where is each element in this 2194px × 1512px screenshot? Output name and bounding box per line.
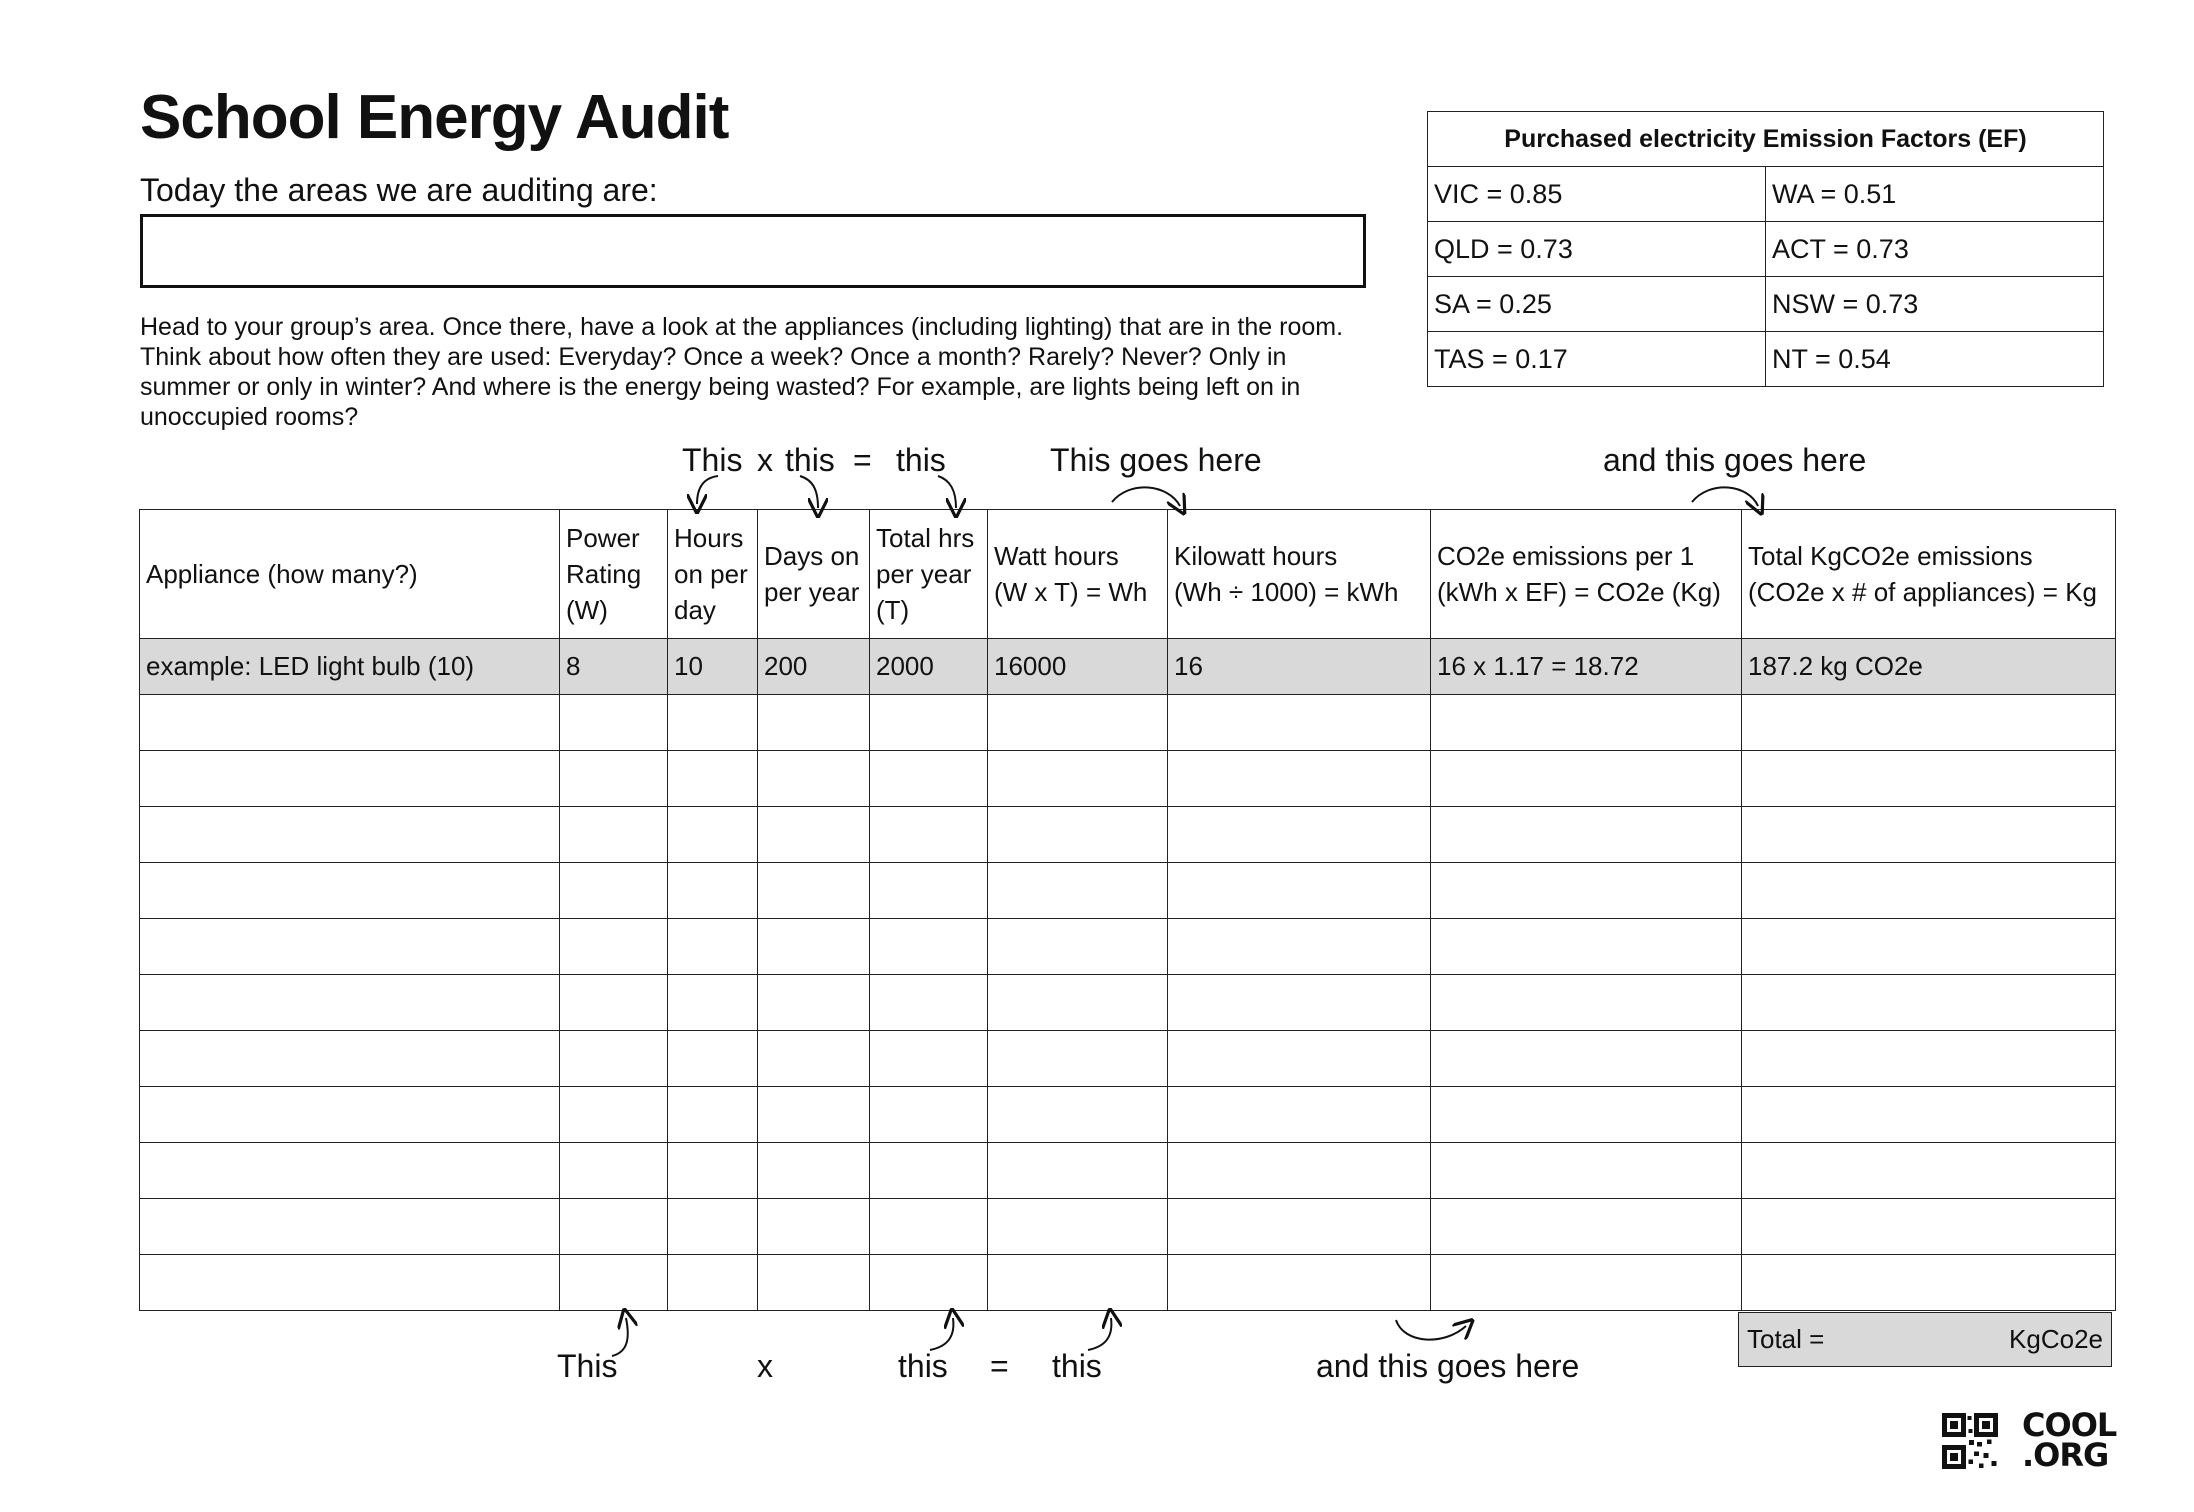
audit-cell[interactable] — [758, 919, 870, 975]
audit-cell[interactable] — [1742, 695, 2116, 751]
example-cell: 2000 — [870, 639, 988, 695]
audit-cell[interactable] — [1168, 695, 1431, 751]
header-co2e-per-1: CO2e emissions per 1 (kWh x EF) = CO2e (Kg) — [1431, 510, 1742, 639]
audit-cell[interactable] — [560, 1255, 668, 1311]
audit-cell[interactable] — [758, 751, 870, 807]
audit-area-label: Today the areas we are auditing are: — [140, 172, 658, 208]
total-label: Total = — [1747, 1324, 1825, 1354]
audit-cell[interactable] — [668, 751, 758, 807]
audit-cell[interactable] — [1168, 1031, 1431, 1087]
annotation-top-this3: this — [896, 442, 946, 478]
audit-cell[interactable] — [988, 863, 1168, 919]
header-kilowatt-hours: Kilowatt hours (Wh ÷ 1000) = kWh — [1168, 510, 1431, 639]
ef-cell: VIC = 0.85 — [1428, 167, 1766, 222]
audit-cell[interactable] — [140, 919, 560, 975]
audit-cell[interactable] — [870, 1143, 988, 1199]
audit-cell[interactable] — [1742, 1255, 2116, 1311]
audit-header-row — [140, 510, 2116, 639]
audit-cell[interactable] — [1431, 975, 1742, 1031]
arrow-top-this-icon — [697, 476, 718, 504]
audit-cell[interactable] — [988, 751, 1168, 807]
audit-cell[interactable] — [870, 807, 988, 863]
audit-row — [140, 751, 2116, 807]
audit-cell[interactable] — [668, 1143, 758, 1199]
audit-cell[interactable] — [560, 1087, 668, 1143]
audit-row — [140, 1087, 2116, 1143]
audit-cell[interactable] — [1168, 751, 1431, 807]
page-title: School Energy Audit — [140, 83, 729, 152]
header-days-per-year: Days on per year — [758, 510, 870, 639]
total-box[interactable] — [1738, 1312, 2112, 1367]
audit-cell[interactable] — [988, 1031, 1168, 1087]
audit-cell[interactable] — [560, 1199, 668, 1255]
example-cell: 187.2 kg CO2e — [1742, 639, 2116, 695]
audit-cell[interactable] — [668, 1087, 758, 1143]
audit-cell[interactable] — [560, 751, 668, 807]
audit-cell[interactable] — [668, 1031, 758, 1087]
ef-cell: TAS = 0.17 — [1428, 332, 1766, 387]
audit-cell[interactable] — [668, 1199, 758, 1255]
qr-code-icon — [1942, 1413, 1998, 1469]
audit-cell[interactable] — [758, 1031, 870, 1087]
audit-area-input[interactable] — [140, 214, 1366, 288]
audit-cell[interactable] — [988, 1255, 1168, 1311]
example-cell: 200 — [758, 639, 870, 695]
header-total-co2e: Total KgCO2e emissions (CO2e x # of appliances) = Kg — [1742, 510, 2116, 639]
audit-cell[interactable] — [1168, 863, 1431, 919]
audit-cell[interactable] — [1431, 1031, 1742, 1087]
audit-cell[interactable] — [758, 863, 870, 919]
logo-line-2: .ORG — [2022, 1436, 2109, 1474]
audit-cell[interactable] — [560, 863, 668, 919]
example-cell: 8 — [560, 639, 668, 695]
audit-cell[interactable] — [140, 1199, 560, 1255]
audit-row — [140, 695, 2116, 751]
audit-cell[interactable] — [1168, 1143, 1431, 1199]
audit-cell[interactable] — [988, 975, 1168, 1031]
audit-cell[interactable] — [758, 1199, 870, 1255]
audit-cell[interactable] — [1431, 695, 1742, 751]
ef-cell: NT = 0.54 — [1766, 332, 2104, 387]
audit-cell[interactable] — [870, 751, 988, 807]
arrow-top-goes-here-icon — [1112, 487, 1180, 506]
header-power-rating: Power Rating (W) — [560, 510, 668, 639]
audit-cell[interactable] — [140, 1255, 560, 1311]
audit-row — [140, 919, 2116, 975]
header-watt-hours: Watt hours (W x T) = Wh — [988, 510, 1168, 639]
example-cell: 10 — [668, 639, 758, 695]
header-total-hours: Total hrs per year (T) — [870, 510, 988, 639]
example-cell: 16000 — [988, 639, 1168, 695]
arrow-top-this2-icon — [800, 476, 818, 508]
audit-cell[interactable] — [988, 695, 1168, 751]
audit-cell[interactable] — [870, 975, 988, 1031]
annotation-bottom-equals: = — [990, 1348, 1009, 1384]
audit-cell[interactable] — [1431, 751, 1742, 807]
audit-cell[interactable] — [668, 863, 758, 919]
audit-cell[interactable] — [1431, 919, 1742, 975]
annotation-bottom-this3: this — [1052, 1348, 1102, 1384]
audit-cell[interactable] — [140, 751, 560, 807]
audit-cell[interactable] — [758, 695, 870, 751]
audit-cell[interactable] — [758, 1087, 870, 1143]
example-cell: 16 — [1168, 639, 1431, 695]
audit-cell[interactable] — [560, 975, 668, 1031]
audit-cell[interactable] — [870, 1199, 988, 1255]
audit-row — [140, 807, 2116, 863]
audit-cell[interactable] — [1742, 919, 2116, 975]
audit-cell[interactable] — [1168, 1199, 1431, 1255]
audit-cell[interactable] — [1742, 807, 2116, 863]
audit-cell[interactable] — [668, 1255, 758, 1311]
example-row — [140, 639, 2116, 695]
audit-cell[interactable] — [1431, 1143, 1742, 1199]
audit-cell[interactable] — [140, 975, 560, 1031]
annotation-bottom-this2: this — [898, 1348, 948, 1384]
audit-cell[interactable] — [560, 919, 668, 975]
annotation-bottom-and-goes-here: and this goes here — [1316, 1348, 1580, 1384]
audit-cell[interactable] — [1431, 863, 1742, 919]
emission-factors-table — [1427, 111, 2104, 387]
total-unit: KgCo2e — [2009, 1324, 2103, 1354]
audit-cell[interactable] — [560, 807, 668, 863]
ef-cell: WA = 0.51 — [1766, 167, 2104, 222]
ef-cell: NSW = 0.73 — [1766, 277, 2104, 332]
emission-factors-title: Purchased electricity Emission Factors (EF) — [1428, 112, 2104, 167]
audit-cell[interactable] — [1742, 975, 2116, 1031]
arrow-bottom-this3-icon — [1088, 1318, 1111, 1350]
audit-cell[interactable] — [668, 919, 758, 975]
audit-cell[interactable] — [988, 1199, 1168, 1255]
instructions-text: Head to your group’s area. Once there, have a look at the appliances (including lighting) that are in the room. Think about how often they are used: Everyday? Once a week? Once a month? Rarely? Never? Only in summer or only in winter? And where is the energy being wasted? For example, are lights being left on in unoccupied rooms? — [140, 313, 1344, 431]
audit-cell[interactable] — [1431, 1087, 1742, 1143]
audit-cell[interactable] — [758, 1255, 870, 1311]
audit-cell[interactable] — [668, 975, 758, 1031]
audit-row — [140, 863, 2116, 919]
audit-cell[interactable] — [870, 1087, 988, 1143]
header-appliance: Appliance (how many?) — [140, 510, 560, 639]
arrow-bottom-and-goes-here-icon — [1396, 1320, 1466, 1340]
audit-cell[interactable] — [560, 695, 668, 751]
annotation-top-goes-here: This goes here — [1050, 442, 1262, 478]
audit-cell[interactable] — [1742, 863, 2116, 919]
audit-cell[interactable] — [758, 975, 870, 1031]
audit-cell[interactable] — [668, 695, 758, 751]
ef-cell: ACT = 0.73 — [1766, 222, 2104, 277]
annotation-bottom-this: This — [557, 1348, 618, 1384]
example-cell: 16 x 1.17 = 18.72 — [1431, 639, 1742, 695]
audit-cell[interactable] — [1168, 807, 1431, 863]
audit-cell[interactable] — [870, 863, 988, 919]
example-cell: example: LED light bulb (10) — [140, 639, 560, 695]
audit-cell[interactable] — [1742, 1087, 2116, 1143]
audit-table — [139, 509, 2116, 1311]
audit-cell[interactable] — [1742, 1143, 2116, 1199]
audit-cell[interactable] — [140, 1087, 560, 1143]
audit-cell[interactable] — [560, 1031, 668, 1087]
arrow-top-this3-icon — [938, 476, 956, 508]
logo-line-1: COOL — [2022, 1406, 2117, 1444]
annotation-top-this: This — [682, 442, 743, 478]
arrow-top-and-goes-here-icon — [1692, 487, 1758, 506]
audit-cell[interactable] — [1742, 1199, 2116, 1255]
audit-cell[interactable] — [140, 807, 560, 863]
audit-cell[interactable] — [1168, 975, 1431, 1031]
audit-cell[interactable] — [668, 807, 758, 863]
audit-cell[interactable] — [1431, 1255, 1742, 1311]
audit-cell[interactable] — [140, 863, 560, 919]
audit-row — [140, 975, 2116, 1031]
audit-cell[interactable] — [1742, 1031, 2116, 1087]
audit-cell[interactable] — [758, 1143, 870, 1199]
ef-cell: SA = 0.25 — [1428, 277, 1766, 332]
audit-cell[interactable] — [988, 1143, 1168, 1199]
audit-cell[interactable] — [1168, 919, 1431, 975]
annotation-bottom-x: x — [757, 1348, 773, 1384]
audit-cell[interactable] — [1168, 1087, 1431, 1143]
audit-cell[interactable] — [140, 695, 560, 751]
header-hours-per-day: Hours on per day — [668, 510, 758, 639]
audit-cell[interactable] — [758, 807, 870, 863]
audit-row — [140, 1255, 2116, 1311]
audit-cell[interactable] — [870, 695, 988, 751]
audit-row — [140, 1031, 2116, 1087]
cool-org-logo — [2022, 1406, 2117, 1474]
audit-cell[interactable] — [870, 919, 988, 975]
audit-cell[interactable] — [870, 1031, 988, 1087]
audit-cell[interactable] — [1431, 1199, 1742, 1255]
audit-row — [140, 1199, 2116, 1255]
audit-cell[interactable] — [1742, 751, 2116, 807]
ef-cell: QLD = 0.73 — [1428, 222, 1766, 277]
audit-cell[interactable] — [870, 1255, 988, 1311]
audit-cell[interactable] — [1431, 807, 1742, 863]
audit-cell[interactable] — [140, 1143, 560, 1199]
annotation-top-x: x — [757, 442, 773, 478]
audit-cell[interactable] — [1168, 1255, 1431, 1311]
audit-cell[interactable] — [988, 1087, 1168, 1143]
annotation-top-and-goes-here: and this goes here — [1603, 442, 1867, 478]
annotation-top-this2: this — [785, 442, 835, 478]
audit-cell[interactable] — [140, 1031, 560, 1087]
annotation-top-equals: = — [853, 442, 872, 478]
arrow-bottom-this2-icon — [930, 1318, 953, 1350]
audit-cell[interactable] — [560, 1143, 668, 1199]
audit-row — [140, 1143, 2116, 1199]
audit-cell[interactable] — [988, 807, 1168, 863]
audit-cell[interactable] — [988, 919, 1168, 975]
